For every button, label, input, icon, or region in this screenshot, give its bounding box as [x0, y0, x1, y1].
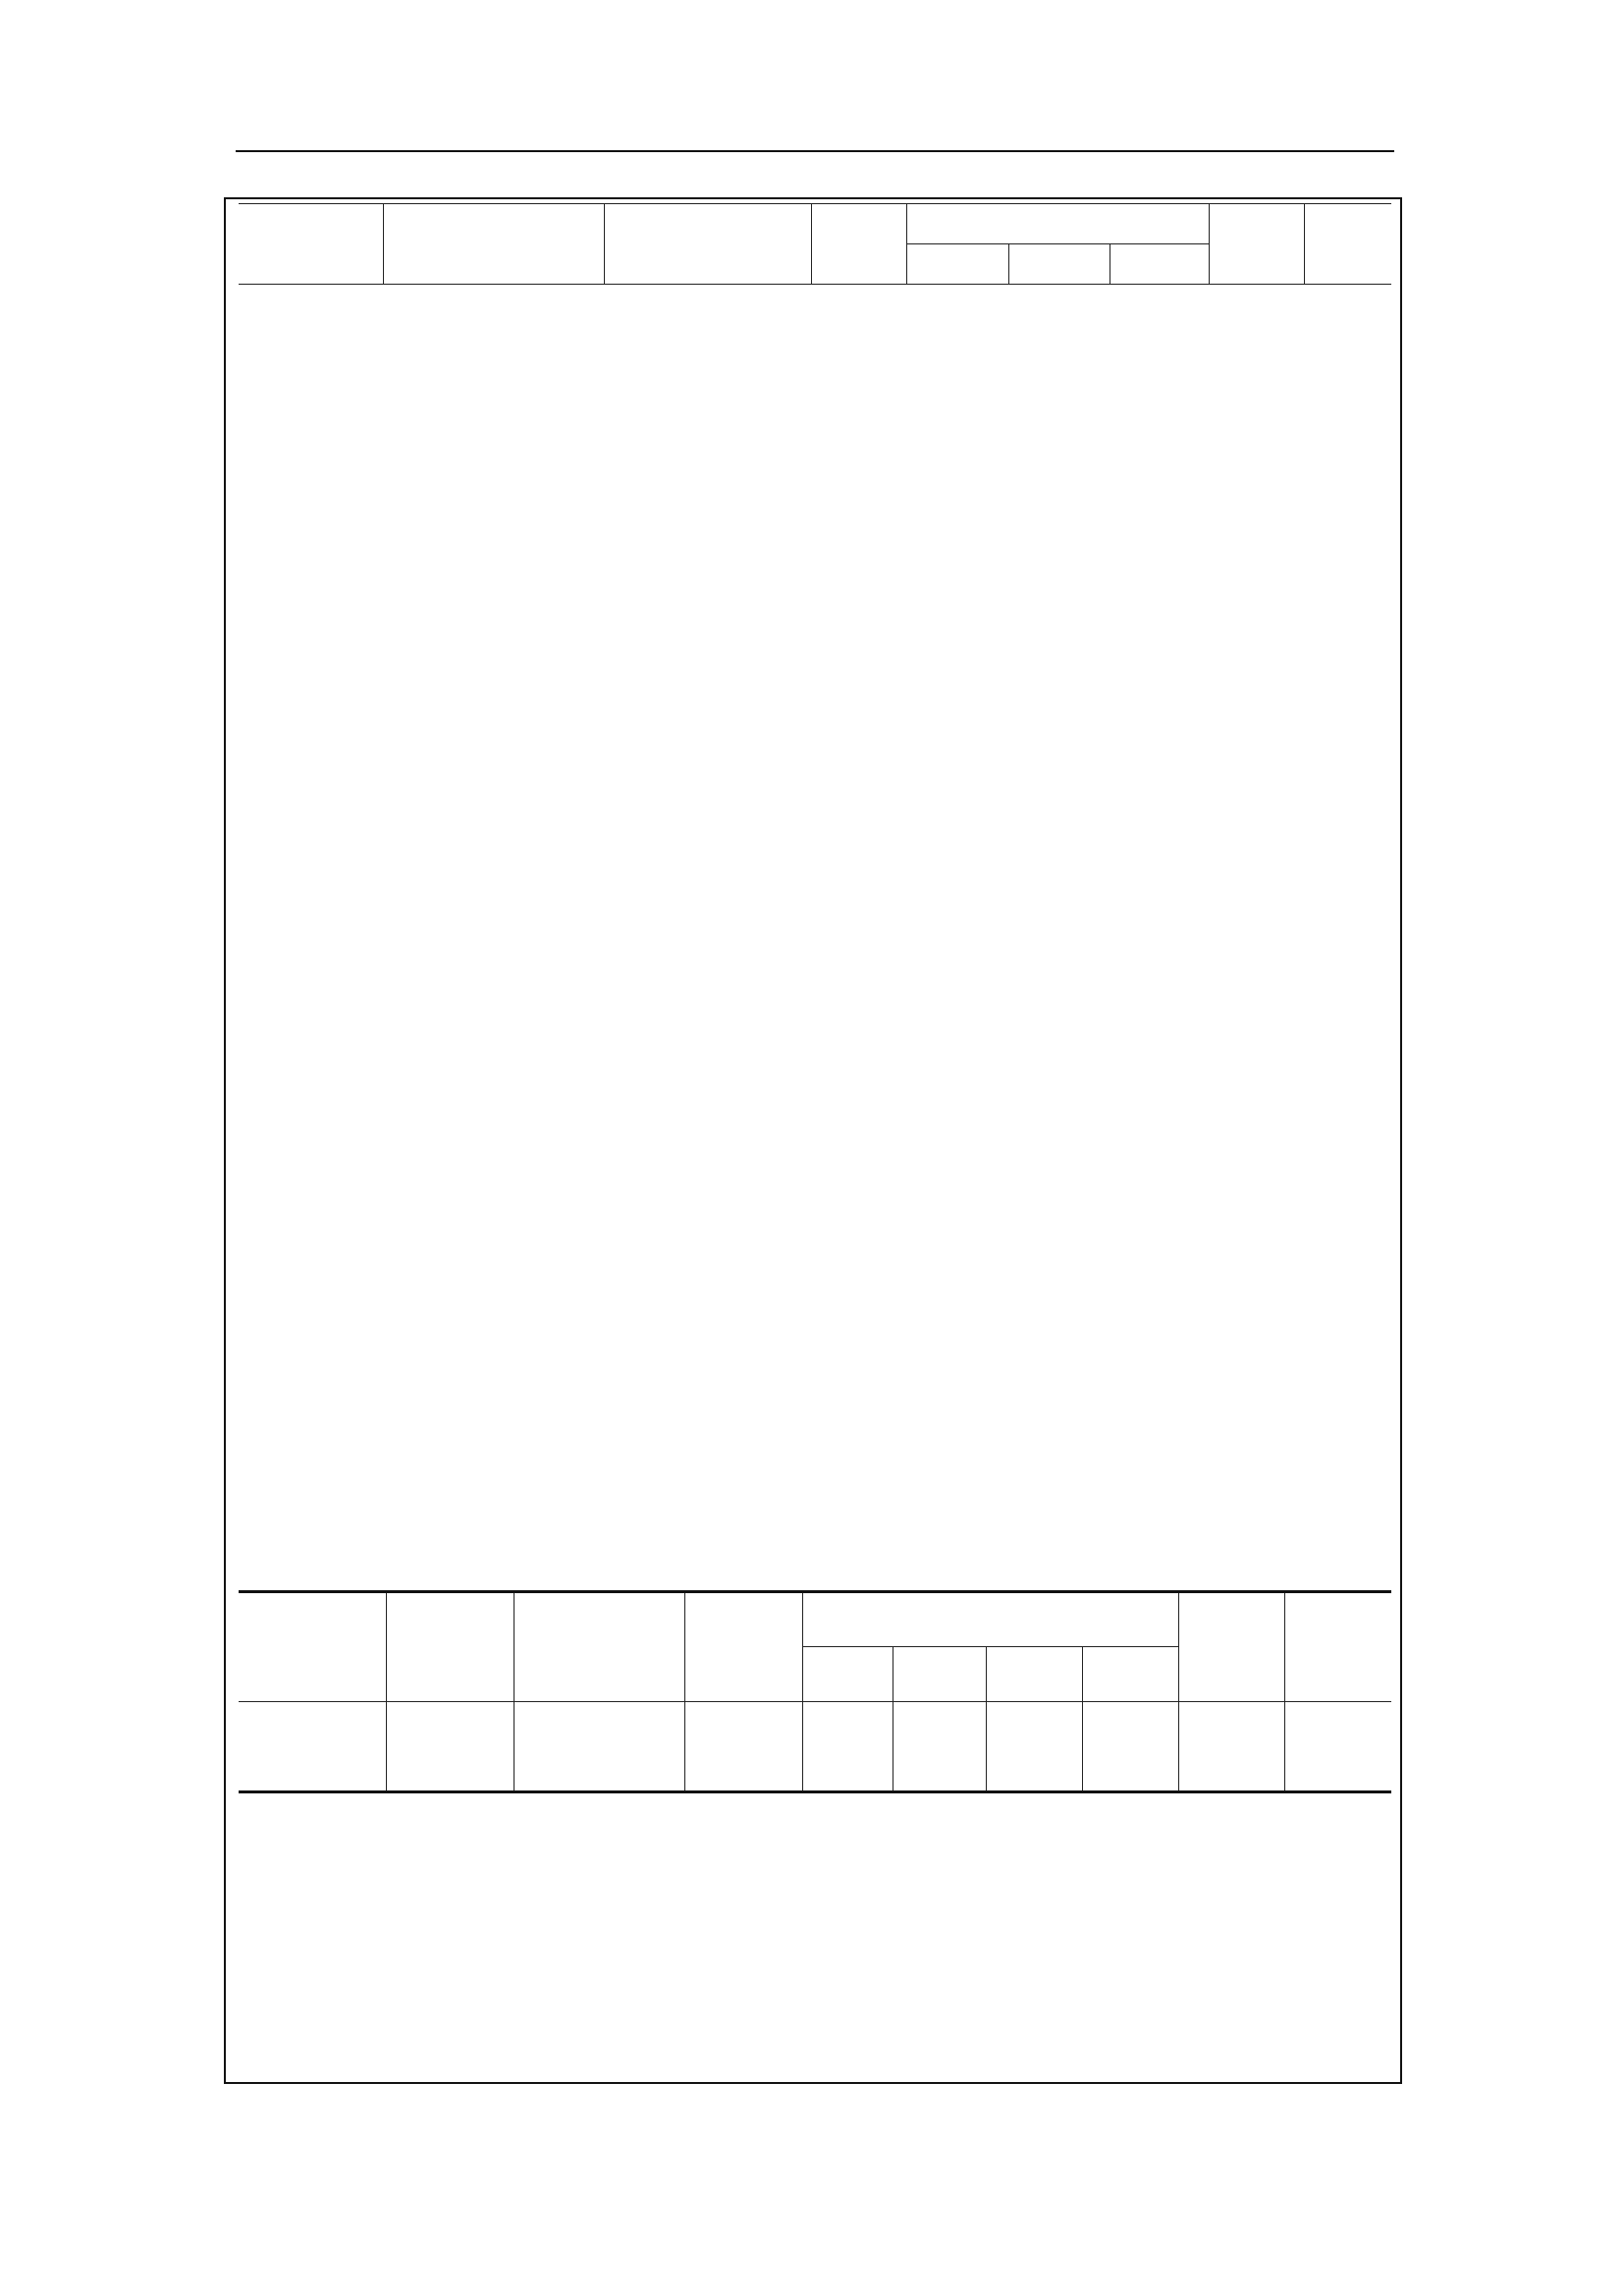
- t2-item: [514, 1702, 684, 1792]
- t2-r1: [802, 1702, 893, 1792]
- t2-header-n3: [986, 1647, 1082, 1702]
- t2-row: [239, 1702, 1391, 1792]
- t2-standard: [1178, 1702, 1284, 1792]
- t2-r3: [986, 1702, 1082, 1792]
- header-n3: [1110, 244, 1209, 285]
- t2-r2: [893, 1702, 986, 1792]
- t2-date: [239, 1702, 386, 1792]
- t2-header-n4: [1082, 1647, 1178, 1702]
- header-item: [604, 204, 811, 285]
- t2-header-n1: [802, 1647, 893, 1702]
- indoor-nmhc-table: [239, 1590, 1391, 1793]
- t2-header-point: [386, 1592, 514, 1702]
- t2-point: [386, 1702, 514, 1792]
- t2-header-time: [239, 1592, 386, 1702]
- t2-r4: [1082, 1702, 1178, 1792]
- header-n2: [1008, 244, 1110, 285]
- t2-header-unit: [684, 1592, 802, 1702]
- monitoring-table-continued: [239, 203, 1391, 285]
- header-unit: [811, 204, 906, 285]
- t2-header-item: [514, 1592, 684, 1702]
- t2-header-results: [802, 1592, 1178, 1647]
- t2-header-n2: [893, 1647, 986, 1702]
- header-standard: [1209, 204, 1304, 285]
- table1-header: [239, 204, 1391, 285]
- header-n1: [906, 244, 1008, 285]
- t2-unit: [684, 1702, 802, 1792]
- header-results: [906, 204, 1209, 244]
- header-rule: [236, 150, 1394, 152]
- content-frame: [224, 197, 1402, 2084]
- header-point: [383, 204, 604, 285]
- header-time: [239, 204, 383, 285]
- t2-header-standard: [1178, 1592, 1284, 1702]
- t2-header-status: [1284, 1592, 1391, 1702]
- t2-status: [1284, 1702, 1391, 1792]
- header-status: [1304, 204, 1391, 285]
